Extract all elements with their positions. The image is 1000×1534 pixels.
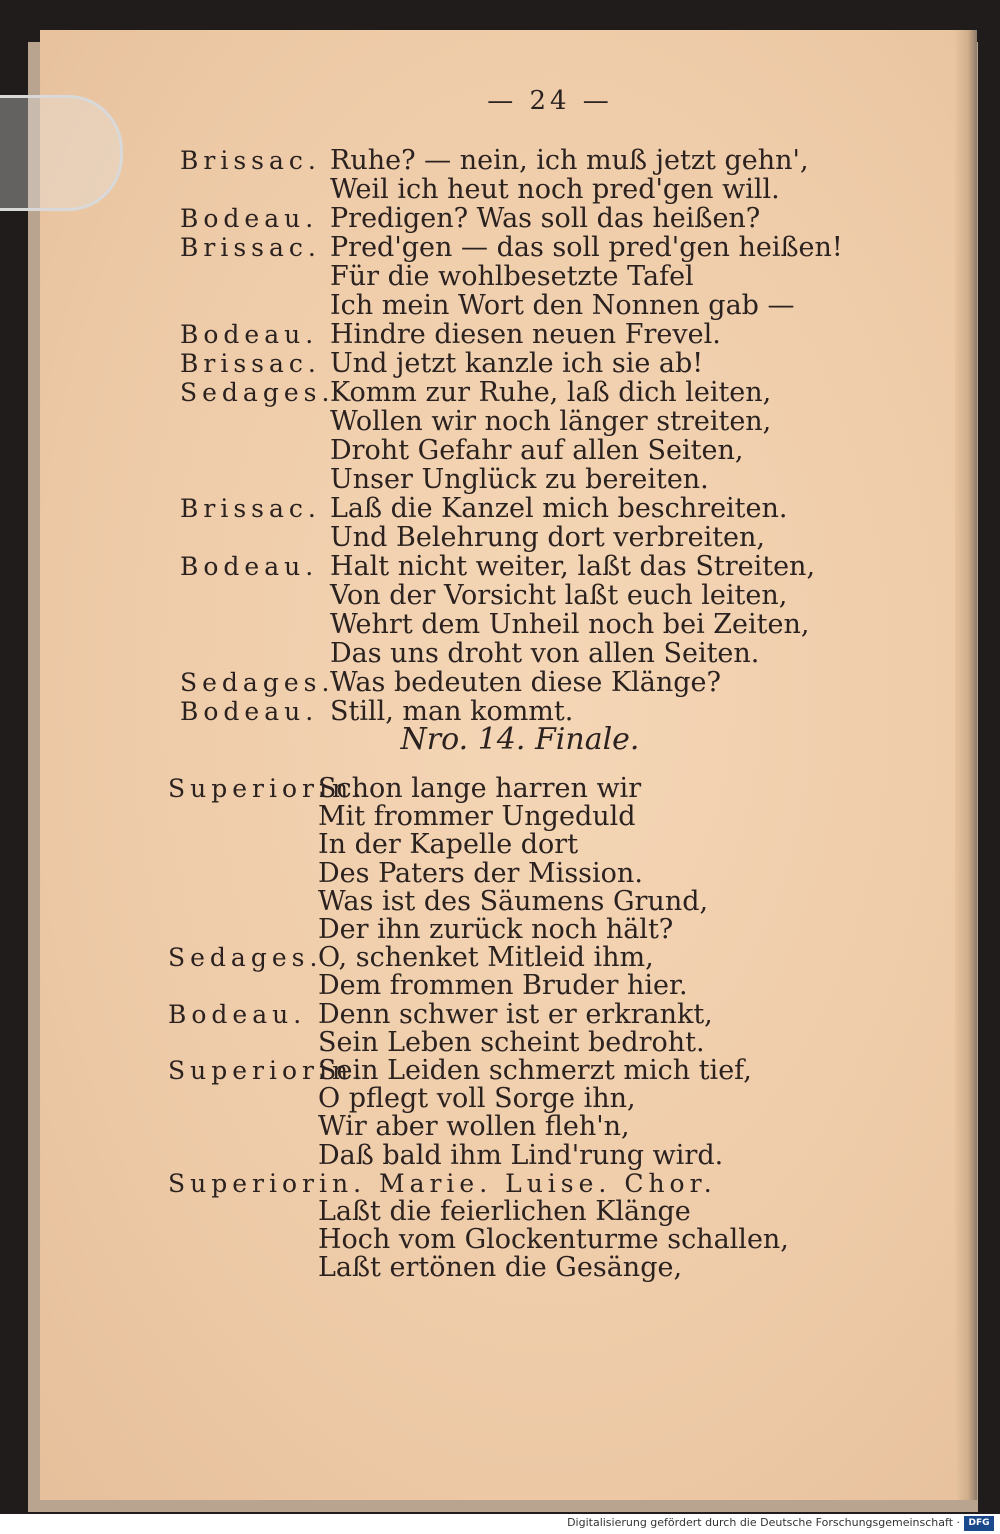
page-edge — [955, 30, 977, 1500]
verse-text: Hindre diesen neuen Frevel. — [330, 319, 721, 350]
speaker-name: Bodeau. — [180, 697, 319, 726]
verse-text: Das uns droht von allen Seiten. — [330, 638, 760, 669]
verse-text: Und jetzt kanzle ich sie ab! — [330, 348, 704, 379]
speaker-name: Brissac. — [180, 233, 321, 262]
verse-text: Wehrt dem Unheil noch bei Zeiten, — [330, 609, 810, 640]
verse-text: Sein Leiden schmerzt mich tief, — [318, 1055, 752, 1086]
verse-text: Still, man kommt. — [330, 696, 574, 727]
verse-text: Wollen wir noch länger streiten, — [330, 406, 772, 437]
footer-credit: Digitalisierung gefördert durch die Deutsche Forschungsgemeinschaft · — [567, 1516, 960, 1529]
speaker-name: Brissac. — [180, 146, 321, 175]
speaker-name: Brissac. — [180, 349, 321, 378]
verse-text: Halt nicht weiter, laßt das Streiten, — [330, 551, 816, 582]
verse-text: Was bedeuten diese Klänge? — [330, 667, 721, 698]
speaker-name: Superiorin. Marie. Luise. Chor. — [168, 1168, 717, 1198]
speaker-name: Sedages. — [180, 668, 335, 697]
dfg-logo-icon: DFG — [964, 1516, 994, 1531]
verse-text: Ruhe? — nein, ich muß jetzt gehn', — [330, 145, 809, 176]
verse-text: Hoch vom Glockenturme schallen, — [318, 1224, 789, 1256]
verse-text: Und Belehrung dort verbreiten, — [330, 522, 766, 553]
verse-text: Droht Gefahr auf allen Seiten, — [330, 435, 744, 466]
verse-text: Pred'gen — das soll pred'gen heißen! — [330, 232, 843, 263]
section-heading: Nro. 14. Finale. — [400, 722, 640, 757]
verse-text: Der ihn zurück noch hält? — [318, 914, 674, 945]
verse-text: Denn schwer ist er erkrankt, — [318, 998, 713, 1030]
verse-text: Dem frommen Bruder hier. — [318, 970, 688, 1002]
verse-text: Was ist des Säumens Grund, — [318, 885, 709, 917]
verse-text: Unser Unglück zu bereiten. — [330, 464, 709, 495]
verse-text: Sein Leben scheint bedroht. — [318, 1026, 705, 1058]
speaker-name: Superiorin. — [168, 1056, 367, 1085]
speaker-name: Bodeau. — [168, 999, 307, 1029]
verse-text: Laßt ertönen die Gesänge, — [318, 1252, 683, 1284]
verse-text: In der Kapelle dort — [318, 829, 579, 861]
speaker-name: Bodeau. — [180, 204, 319, 233]
verse-text: O pflegt voll Sorge ihn, — [318, 1083, 636, 1115]
speaker-name: Sedages. — [180, 378, 335, 407]
speaker-name: Sedages. — [168, 943, 323, 973]
verse-text: Mit frommer Ungeduld — [318, 801, 636, 833]
verse-text: Des Paters der Mission. — [318, 857, 643, 889]
speaker-name: Bodeau. — [180, 320, 319, 349]
verse-text: Weil ich heut noch pred'gen will. — [330, 174, 780, 205]
verse-text: Von der Vorsicht laßt euch leiten, — [330, 580, 788, 611]
page-number: — 24 — — [487, 86, 613, 116]
verse-text: Laßt die feierlichen Klänge — [318, 1196, 691, 1227]
verse-text: Wir aber wollen fleh'n, — [318, 1111, 630, 1143]
verse-text: Schon lange harren wir — [318, 773, 642, 804]
speaker-name: Bodeau. — [180, 552, 319, 581]
footer-bar — [0, 1514, 1000, 1534]
verse-text: Komm zur Ruhe, laß dich leiten, — [330, 377, 772, 408]
verse-text: Laß die Kanzel mich beschreiten. — [330, 493, 788, 524]
verse-text: Für die wohlbesetzte Tafel — [330, 261, 694, 292]
verse-text: Ich mein Wort den Nonnen gab — — [330, 290, 795, 321]
verse-text: Predigen? Was soll das heißen? — [330, 203, 761, 234]
verse-text: O, schenket Mitleid ihm, — [318, 942, 654, 974]
verse-text: Daß bald ihm Lind'rung wird. — [318, 1139, 724, 1171]
speaker-name: Brissac. — [180, 494, 321, 523]
paper-clip-icon — [0, 95, 123, 211]
speaker-name: Superiorin. — [168, 774, 367, 803]
